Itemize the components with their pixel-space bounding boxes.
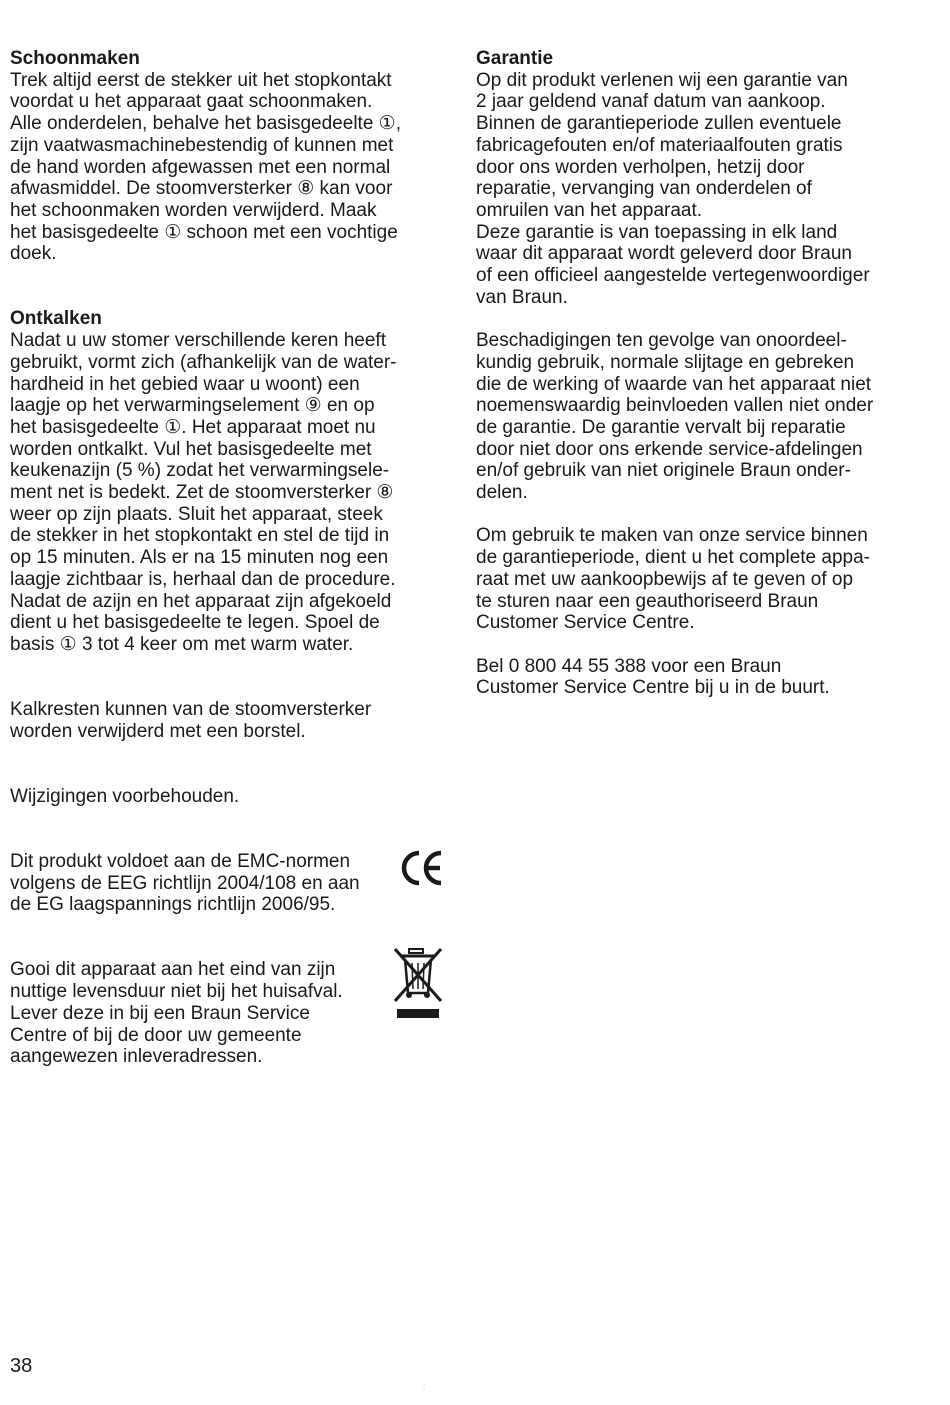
text-line: doek. bbox=[10, 243, 57, 265]
footer-mark: : bbox=[423, 1382, 426, 1391]
text-line: ment net is bedekt. Zet de stoomversterker ⑧ bbox=[10, 482, 394, 504]
text-line: dient u het basisgedeelte te legen. Spoel de bbox=[10, 612, 380, 634]
text-line: Dit produkt voldoet aan de EMC-normen bbox=[10, 850, 351, 872]
text-line: Binnen de garantieperiode zullen eventuele bbox=[476, 113, 842, 135]
crossed-out-bin-icon bbox=[393, 947, 443, 1023]
schoonmaken-heading: Schoonmaken bbox=[10, 48, 140, 69]
text-line: basis ① 3 tot 4 keer om met warm water. bbox=[10, 633, 354, 655]
left-column bbox=[10, 48, 440, 1068]
garantie-paragraph-4 bbox=[476, 656, 916, 699]
text-line: omruilen van het apparaat. bbox=[476, 199, 703, 221]
text-line: gebruikt, vormt zich (afhankelijk van de water- bbox=[10, 351, 397, 373]
garantie-heading: Garantie bbox=[476, 48, 554, 69]
text-line: Lever deze in bij een Braun Service bbox=[10, 1002, 310, 1024]
text-line: Op dit produkt verlenen wij een garantie van bbox=[476, 69, 848, 91]
text-line: zijn vaatwasmachinebestendig of kunnen met bbox=[10, 134, 394, 156]
text-line: Trek altijd eerst de stekker uit het stopkontakt bbox=[10, 69, 392, 91]
disposal-notice bbox=[10, 959, 440, 1068]
text-line: Om gebruik te maken van onze service binnen bbox=[476, 525, 868, 547]
schoonmaken-body bbox=[10, 70, 440, 265]
text-line: Alle onderdelen, behalve het basisgedeelte ①, bbox=[10, 113, 401, 135]
emc-notice bbox=[10, 851, 440, 916]
text-line: Customer Service Centre bij u in de buurt. bbox=[476, 677, 830, 699]
wijzigingen-note: Wijzigingen voorbehouden. bbox=[10, 785, 240, 807]
text-line: waar dit apparaat wordt geleverd door Braun bbox=[476, 243, 853, 265]
text-line: Nadat de azijn en het apparaat zijn afgekoeld bbox=[10, 590, 392, 612]
garantie-paragraph-2 bbox=[476, 330, 916, 504]
text-line: door ons worden verholpen, hetzij door bbox=[476, 156, 805, 178]
text-line: noemenswaardig beinvloeden vallen niet onder bbox=[476, 395, 874, 417]
text-line: de garantieperiode, dient u het complete appa- bbox=[476, 547, 870, 569]
text-line: volgens de EEG richtlijn 2004/108 en aan bbox=[10, 872, 360, 894]
text-line: en/of gebruik van niet originele Braun onder- bbox=[476, 460, 851, 482]
text-line: weer op zijn plaats. Sluit het apparaat, steek bbox=[10, 503, 383, 525]
text-line: hardheid in het gebied waar u woont) een bbox=[10, 373, 360, 395]
text-line: nuttige levensduur niet bij het huisafval. bbox=[10, 981, 343, 1003]
text-line: het schoonmaken worden verwijderd. Maak bbox=[10, 199, 377, 221]
text-line: van Braun. bbox=[476, 286, 568, 308]
text-line: worden verwijderd met een borstel. bbox=[10, 720, 306, 742]
text-line: Beschadigingen ten gevolge van onoordeel- bbox=[476, 330, 847, 352]
ontkalken-body bbox=[10, 330, 440, 656]
text-line: de stekker in het stopkontakt en stel de tijd in bbox=[10, 525, 390, 547]
text-line: Nadat u uw stomer verschillende keren heeft bbox=[10, 330, 386, 352]
text-line: fabricagefouten en/of materiaalfouten gratis bbox=[476, 134, 843, 156]
ce-mark-icon bbox=[398, 847, 444, 889]
text-line: Customer Service Centre. bbox=[476, 612, 695, 634]
text-line: laagje op het verwarmingselement ⑨ en op bbox=[10, 395, 375, 417]
garantie-paragraph-3 bbox=[476, 525, 916, 634]
text-line: delen. bbox=[476, 482, 528, 504]
text-line: voordat u het apparaat gaat schoonmaken. bbox=[10, 91, 373, 113]
text-line: aangewezen inleveradressen. bbox=[10, 1046, 263, 1068]
text-line: die de werking of waarde van het apparaat niet bbox=[476, 373, 872, 395]
right-column bbox=[476, 48, 916, 699]
ontkalken-heading: Ontkalken bbox=[10, 308, 102, 330]
text-line: worden ontkalkt. Vul het basisgedeelte met bbox=[10, 438, 372, 460]
garantie-paragraph-1 bbox=[476, 70, 916, 309]
text-line: reparatie, vervanging van onderdelen of bbox=[476, 178, 812, 200]
text-line: kundig gebruik, normale slijtage en gebreken bbox=[476, 351, 855, 373]
text-line: raat met uw aankoopbewijs af te geven of op bbox=[476, 568, 854, 590]
text-line: Deze garantie is van toepassing in elk land bbox=[476, 221, 838, 243]
text-line: Bel 0 800 44 55 388 voor een Braun bbox=[476, 655, 782, 677]
text-line: te sturen naar een geauthoriseerd Braun bbox=[476, 590, 819, 612]
text-line: de garantie. De garantie vervalt bij reparatie bbox=[476, 416, 846, 438]
text-line: op 15 minuten. Als er na 15 minuten nog een bbox=[10, 547, 389, 569]
text-line: Kalkresten kunnen van de stoomversterker bbox=[10, 699, 372, 721]
text-line: 2 jaar geldend vanaf datum van aankoop. bbox=[476, 91, 826, 113]
text-line: of een officieel aangestelde vertegenwoordiger bbox=[476, 265, 870, 287]
text-line: Centre of bij de door uw gemeente bbox=[10, 1024, 302, 1046]
kalkresten-paragraph bbox=[10, 699, 440, 742]
text-line: afwasmiddel. De stoomversterker ⑧ kan voor bbox=[10, 178, 393, 200]
text-line: de hand worden afgewassen met een normal bbox=[10, 156, 391, 178]
text-line: door niet door ons erkende service-afdelingen bbox=[476, 438, 863, 460]
text-line: keukenazijn (5 %) zodat het verwarmingsele- bbox=[10, 460, 390, 482]
text-line: laagje zichtbaar is, herhaal dan de procedure. bbox=[10, 568, 396, 590]
text-line: het basisgedeelte ① schoon met een vochtige bbox=[10, 221, 398, 243]
page-number: 38 bbox=[10, 1355, 33, 1377]
text-line: het basisgedeelte ①. Het apparaat moet nu bbox=[10, 416, 376, 438]
text-line: de EG laagspannings richtlijn 2006/95. bbox=[10, 894, 336, 916]
text-line: Gooi dit apparaat aan het eind van zijn bbox=[10, 959, 336, 981]
